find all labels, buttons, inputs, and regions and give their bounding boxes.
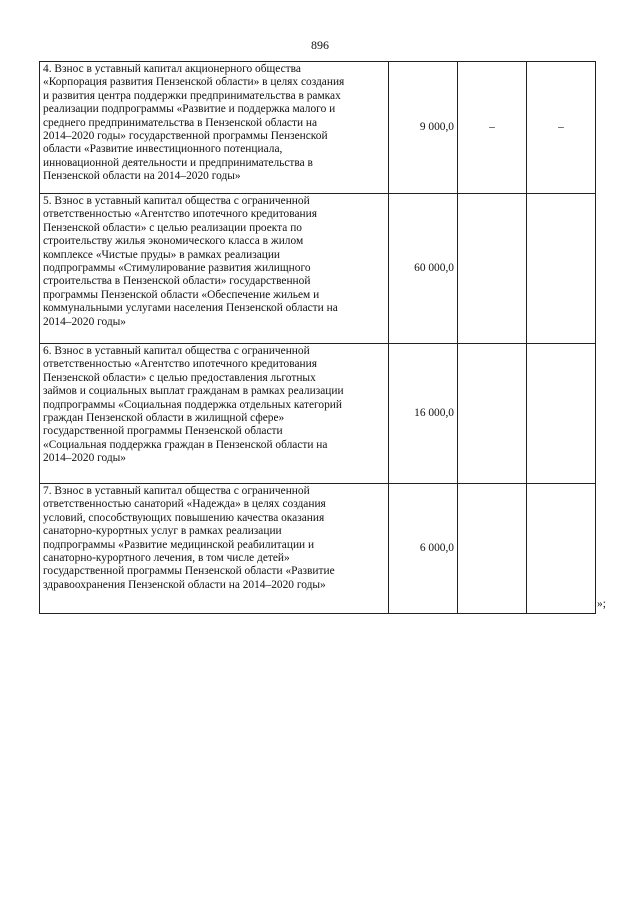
row-value-col4 (527, 194, 596, 344)
budget-table (39, 61, 596, 614)
row-description: 5. Взнос в уставный капитал общества с ограниченной ответственностью «Агентство ипотечного кредитования Пензенской области» с целью реализации проекта по строительству жилья экономического класса в жилом комплексе «Чистые пруды» в рамках реализации подпрограммы «Стимулирование развития жилищного строительства в Пензенской области» государственной программы Пензенской области «Обеспечение жильем и коммунальными услугами населения Пензенской области на 2014–2020 годы» (43, 195, 338, 328)
row-amount: 9 000,0 (389, 62, 458, 194)
row-amount: 60 000,0 (389, 194, 458, 344)
row-description-cell (40, 194, 389, 344)
row-description-cell (40, 344, 389, 484)
closing-quote-mark: »; (597, 598, 606, 610)
row-value-col4 (527, 484, 596, 614)
row-value-col4: – (527, 62, 596, 194)
row-amount: 16 000,0 (389, 344, 458, 484)
row-value-col3 (458, 344, 527, 484)
row-description: 6. Взнос в уставный капитал общества с ограниченной ответственностью «Агентство ипотечного кредитования Пензенской области» с целью предоставления льготных займов и социальных выплат гражданам в рамках реализации подпрограммы «Социальная поддержка отдельных категорий граждан Пензенской области в жилищной сфере» государственной программы Пензенской области «Социальная поддержка граждан в Пензенской области на 2014–2020 годы» (43, 345, 344, 465)
row-description: 4. Взнос в уставный капитал акционерного общества «Корпорация развития Пензенской области» в целях создания и развития центра поддержки предпринимательства в рамках реализации подпрограммы «Развитие и поддержка малого и среднего предпринимательства в Пензенской области на 2014–2020 годы» государственной программы Пензенской области «Развитие инвестиционного потенциала, инновационной деятельности и предпринимательства в Пензенской области на 2014–2020 годы» (43, 63, 345, 183)
row-description-cell (40, 62, 389, 194)
table-row (40, 484, 596, 614)
row-value-col3 (458, 484, 527, 614)
page-number: 896 (311, 38, 329, 52)
row-description: 7. Взнос в уставный капитал общества с ограниченной ответственностью санаторий «Надежда» в целях создания условий, способствующих повышению качества оказания санаторно-курортных услуг в рамках реализации подпрограммы «Развитие медицинской реабилитации и санаторно-курортного лечения, в том числе детей» государственной программы Пензенской области «Развитие здравоохранения Пензенской области на 2014–2020 годы» (43, 485, 335, 591)
table-row (40, 194, 596, 344)
row-amount: 6 000,0 (389, 484, 458, 614)
row-description-cell (40, 484, 389, 614)
row-value-col4 (527, 344, 596, 484)
table-row (40, 62, 596, 194)
row-value-col3: – (458, 62, 527, 194)
table-row (40, 344, 596, 484)
row-value-col3 (458, 194, 527, 344)
